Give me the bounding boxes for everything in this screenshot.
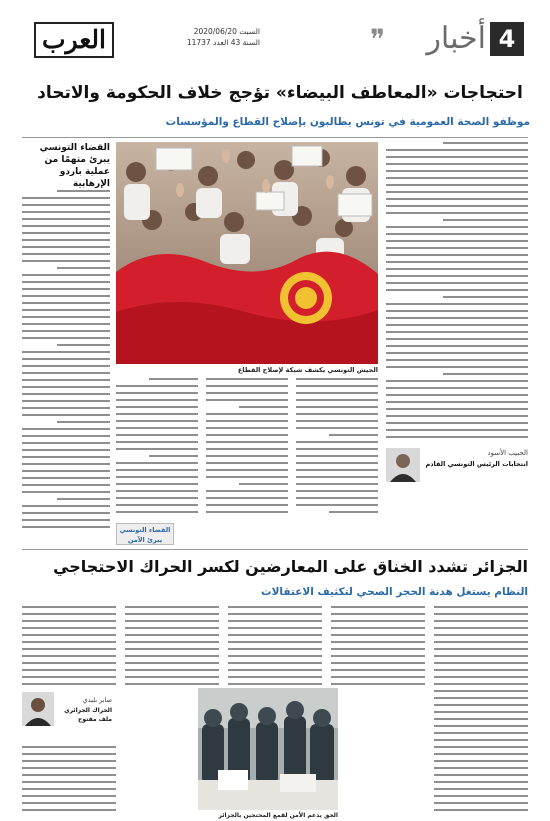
text-line	[206, 504, 288, 506]
text-line	[296, 420, 378, 422]
text-line	[434, 802, 528, 804]
text-line	[22, 802, 116, 804]
text-line	[125, 655, 219, 657]
author-byline	[386, 448, 528, 484]
author2-avatar	[22, 692, 54, 726]
text-line	[22, 655, 116, 657]
text-line	[22, 662, 116, 664]
text-line	[22, 281, 110, 283]
text-line	[125, 683, 219, 685]
text-line	[22, 295, 110, 297]
text-line	[434, 683, 528, 685]
text-line	[57, 190, 110, 192]
text-line	[386, 184, 528, 186]
text-line	[386, 268, 528, 270]
text-line	[296, 448, 378, 450]
text-line	[22, 197, 110, 199]
text-line	[434, 697, 528, 699]
text-line	[22, 365, 110, 367]
text-line	[22, 232, 110, 234]
text-line	[22, 449, 110, 451]
text-line	[228, 655, 322, 657]
text-line	[228, 634, 322, 636]
author-portrait-drawing	[386, 448, 420, 482]
text-line	[22, 337, 110, 339]
text-line	[296, 469, 378, 471]
text-line	[206, 511, 288, 513]
text-line	[434, 627, 528, 629]
text-line	[331, 634, 425, 636]
text-line	[434, 655, 528, 657]
text-line	[206, 399, 288, 401]
text-line	[22, 372, 110, 374]
text-line	[206, 476, 288, 478]
text-line	[434, 669, 528, 671]
text-line	[116, 476, 198, 478]
text-line	[22, 393, 110, 395]
text-line	[296, 406, 378, 408]
author2-portrait-drawing	[22, 692, 54, 726]
text-line	[239, 483, 288, 485]
text-line	[116, 511, 198, 513]
text-line	[386, 429, 528, 431]
text-line	[329, 511, 378, 513]
text-line	[22, 606, 116, 608]
text-line	[296, 378, 378, 380]
text-line	[331, 620, 425, 622]
text-line	[386, 289, 528, 291]
text-line	[443, 373, 528, 375]
text-line	[386, 240, 528, 242]
text-line	[149, 455, 198, 457]
text-line	[296, 399, 378, 401]
text-line	[116, 385, 198, 387]
text-line	[125, 676, 219, 678]
main-headline: احتجاجات «المعاطف البيضاء» تؤجج خلاف الحكومة والاتحاد	[37, 83, 523, 103]
author2-name: صابر بليدي	[82, 696, 112, 704]
text-line	[386, 408, 528, 410]
text-line	[434, 613, 528, 615]
text-line	[22, 309, 110, 311]
text-line	[386, 436, 528, 438]
text-line	[296, 490, 378, 492]
text-line	[228, 627, 322, 629]
text-line	[296, 427, 378, 429]
text-line	[22, 225, 110, 227]
text-line	[22, 767, 116, 769]
text-line	[22, 253, 110, 255]
text-line	[22, 470, 110, 472]
text-line	[22, 428, 110, 430]
text-line	[22, 641, 116, 643]
text-line	[22, 211, 110, 213]
text-line	[22, 477, 110, 479]
text-line	[22, 519, 110, 521]
text-line	[228, 683, 322, 685]
text-line	[22, 246, 110, 248]
text-line	[116, 399, 198, 401]
text-line	[228, 620, 322, 622]
text-line	[386, 310, 528, 312]
author-name: الحبيب الأسود	[487, 449, 528, 457]
text-line	[386, 324, 528, 326]
text-line	[125, 620, 219, 622]
text-line	[22, 330, 110, 332]
text-line	[331, 662, 425, 664]
text-line	[228, 648, 322, 650]
author-title: انتخابات الرئيس التونسي القادم	[425, 460, 528, 468]
text-line	[125, 606, 219, 608]
text-line	[296, 497, 378, 499]
text-line	[22, 648, 116, 650]
text-line	[386, 254, 528, 256]
text-line	[296, 462, 378, 464]
text-line	[57, 267, 110, 269]
text-line	[116, 497, 198, 499]
text-line	[116, 490, 198, 492]
text-line	[329, 434, 378, 436]
text-line	[125, 627, 219, 629]
text-line	[22, 288, 110, 290]
text-line	[443, 296, 528, 298]
text-line	[57, 344, 110, 346]
text-line	[22, 218, 110, 220]
text-line	[434, 676, 528, 678]
text-line	[296, 504, 378, 506]
text-line	[116, 448, 198, 450]
text-line	[22, 400, 110, 402]
text-line	[434, 718, 528, 720]
main-subheadline: موظفو الصحة العمومية في تونس يطالبون بإصلاح القطاع والمؤسسات	[165, 116, 530, 128]
logo-text: العرب	[42, 25, 106, 54]
sidebar-text	[22, 190, 110, 530]
text-line	[434, 760, 528, 762]
text-line	[206, 413, 288, 415]
text-line	[57, 421, 110, 423]
text-line	[149, 378, 198, 380]
text-line	[22, 435, 110, 437]
text-line	[296, 385, 378, 387]
related-box: القضاء التونسي يبرئ الآمن	[116, 523, 174, 545]
text-line	[116, 441, 198, 443]
text-line	[331, 613, 425, 615]
text-line	[125, 648, 219, 650]
text-line	[22, 753, 116, 755]
protest-photo-drawing	[116, 142, 378, 364]
text-line	[386, 233, 528, 235]
newspaper-logo	[34, 22, 114, 58]
issue-info	[120, 26, 260, 48]
page-header	[0, 0, 550, 70]
sidebar-headline: القضاء التونسي يبرئ متهمًا من عملية باردو الإرهابية	[39, 143, 110, 189]
section-number: 4	[490, 22, 524, 56]
text-line	[116, 427, 198, 429]
text-line	[443, 219, 528, 221]
text-line	[386, 163, 528, 165]
text-line	[22, 809, 116, 811]
text-line	[22, 407, 110, 409]
author-avatar	[386, 448, 420, 482]
text-line	[386, 261, 528, 263]
article2-subheadline: النظام يستغل هدنة الحجر الصحي لتكثيف الاعتقالات	[261, 586, 528, 598]
text-line	[386, 205, 528, 207]
text-line	[206, 441, 288, 443]
text-line	[116, 420, 198, 422]
text-line	[22, 463, 110, 465]
text-line	[386, 247, 528, 249]
text-line	[434, 753, 528, 755]
text-line	[239, 406, 288, 408]
text-line	[434, 711, 528, 713]
text-line	[386, 156, 528, 158]
author2-title: الحراك الجزائري ملف مفتوح	[64, 707, 112, 723]
issue-date: السبت 2020/06/20	[193, 27, 260, 36]
text-line	[386, 170, 528, 172]
text-line	[296, 413, 378, 415]
text-line	[386, 401, 528, 403]
text-line	[434, 774, 528, 776]
text-line	[22, 239, 110, 241]
text-line	[22, 358, 110, 360]
text-line	[22, 323, 110, 325]
text-line	[116, 392, 198, 394]
text-line	[331, 648, 425, 650]
text-line	[125, 641, 219, 643]
text-line	[296, 392, 378, 394]
text-line	[206, 392, 288, 394]
text-line	[228, 676, 322, 678]
text-line	[22, 760, 116, 762]
sidebar-article	[22, 142, 110, 533]
text-line	[22, 351, 110, 353]
text-line	[22, 505, 110, 507]
text-line	[331, 669, 425, 671]
text-line	[22, 746, 116, 748]
text-line	[22, 669, 116, 671]
text-line	[434, 781, 528, 783]
text-line	[22, 274, 110, 276]
text-line	[434, 648, 528, 650]
text-line	[22, 788, 116, 790]
text-line	[434, 809, 528, 811]
text-line	[206, 469, 288, 471]
text-line	[331, 641, 425, 643]
text-line	[434, 662, 528, 664]
text-line	[434, 704, 528, 706]
text-line	[22, 491, 110, 493]
text-line	[386, 380, 528, 382]
text-line	[22, 781, 116, 783]
text-line	[434, 746, 528, 748]
protest-photo	[116, 142, 378, 364]
text-line	[22, 627, 116, 629]
divider	[22, 549, 528, 550]
text-line	[22, 512, 110, 514]
text-line	[434, 739, 528, 741]
text-line	[434, 725, 528, 727]
text-line	[206, 497, 288, 499]
text-line	[22, 774, 116, 776]
text-line	[125, 613, 219, 615]
text-line	[228, 662, 322, 664]
text-line	[386, 282, 528, 284]
text-line	[386, 387, 528, 389]
text-line	[386, 226, 528, 228]
text-line	[206, 427, 288, 429]
text-line	[228, 641, 322, 643]
text-line	[206, 434, 288, 436]
text-line	[22, 302, 110, 304]
article2-headline: الجزائر تشدد الخناق على المعارضين لكسر الحراك الاحتجاجي	[53, 557, 528, 576]
text-line	[228, 606, 322, 608]
text-line	[331, 606, 425, 608]
text-line	[434, 690, 528, 692]
text-line	[206, 385, 288, 387]
text-line	[386, 191, 528, 193]
text-line	[206, 462, 288, 464]
text-line	[331, 655, 425, 657]
text-line	[116, 483, 198, 485]
text-line	[386, 422, 528, 424]
text-line	[22, 484, 110, 486]
text-line	[386, 352, 528, 354]
text-line	[434, 732, 528, 734]
text-line	[206, 420, 288, 422]
text-line	[22, 456, 110, 458]
text-line	[22, 386, 110, 388]
text-line	[22, 620, 116, 622]
text-line	[22, 204, 110, 206]
text-line	[386, 317, 528, 319]
text-line	[296, 476, 378, 478]
text-line	[386, 177, 528, 179]
text-line	[22, 379, 110, 381]
text-line	[386, 345, 528, 347]
algeria-protest-photo	[198, 688, 338, 810]
text-line	[386, 212, 528, 214]
text-line	[386, 275, 528, 277]
text-line	[22, 676, 116, 678]
text-line	[331, 627, 425, 629]
text-line	[434, 767, 528, 769]
quote-icon: ❞	[370, 23, 386, 56]
text-line	[206, 455, 288, 457]
text-line	[296, 483, 378, 485]
text-line	[296, 455, 378, 457]
text-line	[116, 504, 198, 506]
text-line	[386, 415, 528, 417]
divider	[22, 137, 528, 138]
text-line	[125, 662, 219, 664]
text-line	[386, 198, 528, 200]
text-line	[434, 641, 528, 643]
text-line	[22, 613, 116, 615]
text-line	[206, 490, 288, 492]
text-line	[116, 413, 198, 415]
text-line	[296, 441, 378, 443]
text-line	[434, 634, 528, 636]
text-line	[386, 366, 528, 368]
text-line	[228, 613, 322, 615]
text-line	[386, 331, 528, 333]
text-line	[386, 394, 528, 396]
issue-number: السنة 43 العدد 11737	[186, 38, 260, 47]
text-line	[331, 676, 425, 678]
article-body-middle	[116, 378, 378, 518]
text-line	[228, 669, 322, 671]
text-line	[434, 620, 528, 622]
author2-byline	[22, 692, 112, 740]
text-line	[386, 149, 528, 151]
text-line	[116, 469, 198, 471]
text-line	[386, 359, 528, 361]
text-line	[22, 414, 110, 416]
text-line	[443, 142, 528, 144]
algeria-photo-drawing	[198, 688, 338, 810]
section-name: أخبار	[426, 21, 486, 56]
photo-caption: الجيش التونسي يكشف شبكة لإصلاح القطاع	[237, 366, 378, 374]
text-line	[125, 634, 219, 636]
text-line	[434, 788, 528, 790]
photo2-caption: الحق يدعم الأمن لقمع المحتجين بالجزائر	[218, 812, 338, 819]
text-line	[434, 606, 528, 608]
text-line	[206, 448, 288, 450]
text-line	[22, 526, 110, 528]
text-line	[116, 406, 198, 408]
text-line	[22, 634, 116, 636]
text-line	[22, 795, 116, 797]
text-line	[22, 683, 116, 685]
text-line	[22, 260, 110, 262]
text-line	[206, 378, 288, 380]
text-line	[116, 434, 198, 436]
text-line	[22, 316, 110, 318]
text-line	[386, 338, 528, 340]
text-line	[116, 462, 198, 464]
text-line	[22, 442, 110, 444]
text-line	[386, 303, 528, 305]
text-line	[57, 498, 110, 500]
text-line	[434, 795, 528, 797]
text-line	[125, 669, 219, 671]
text-line	[331, 683, 425, 685]
